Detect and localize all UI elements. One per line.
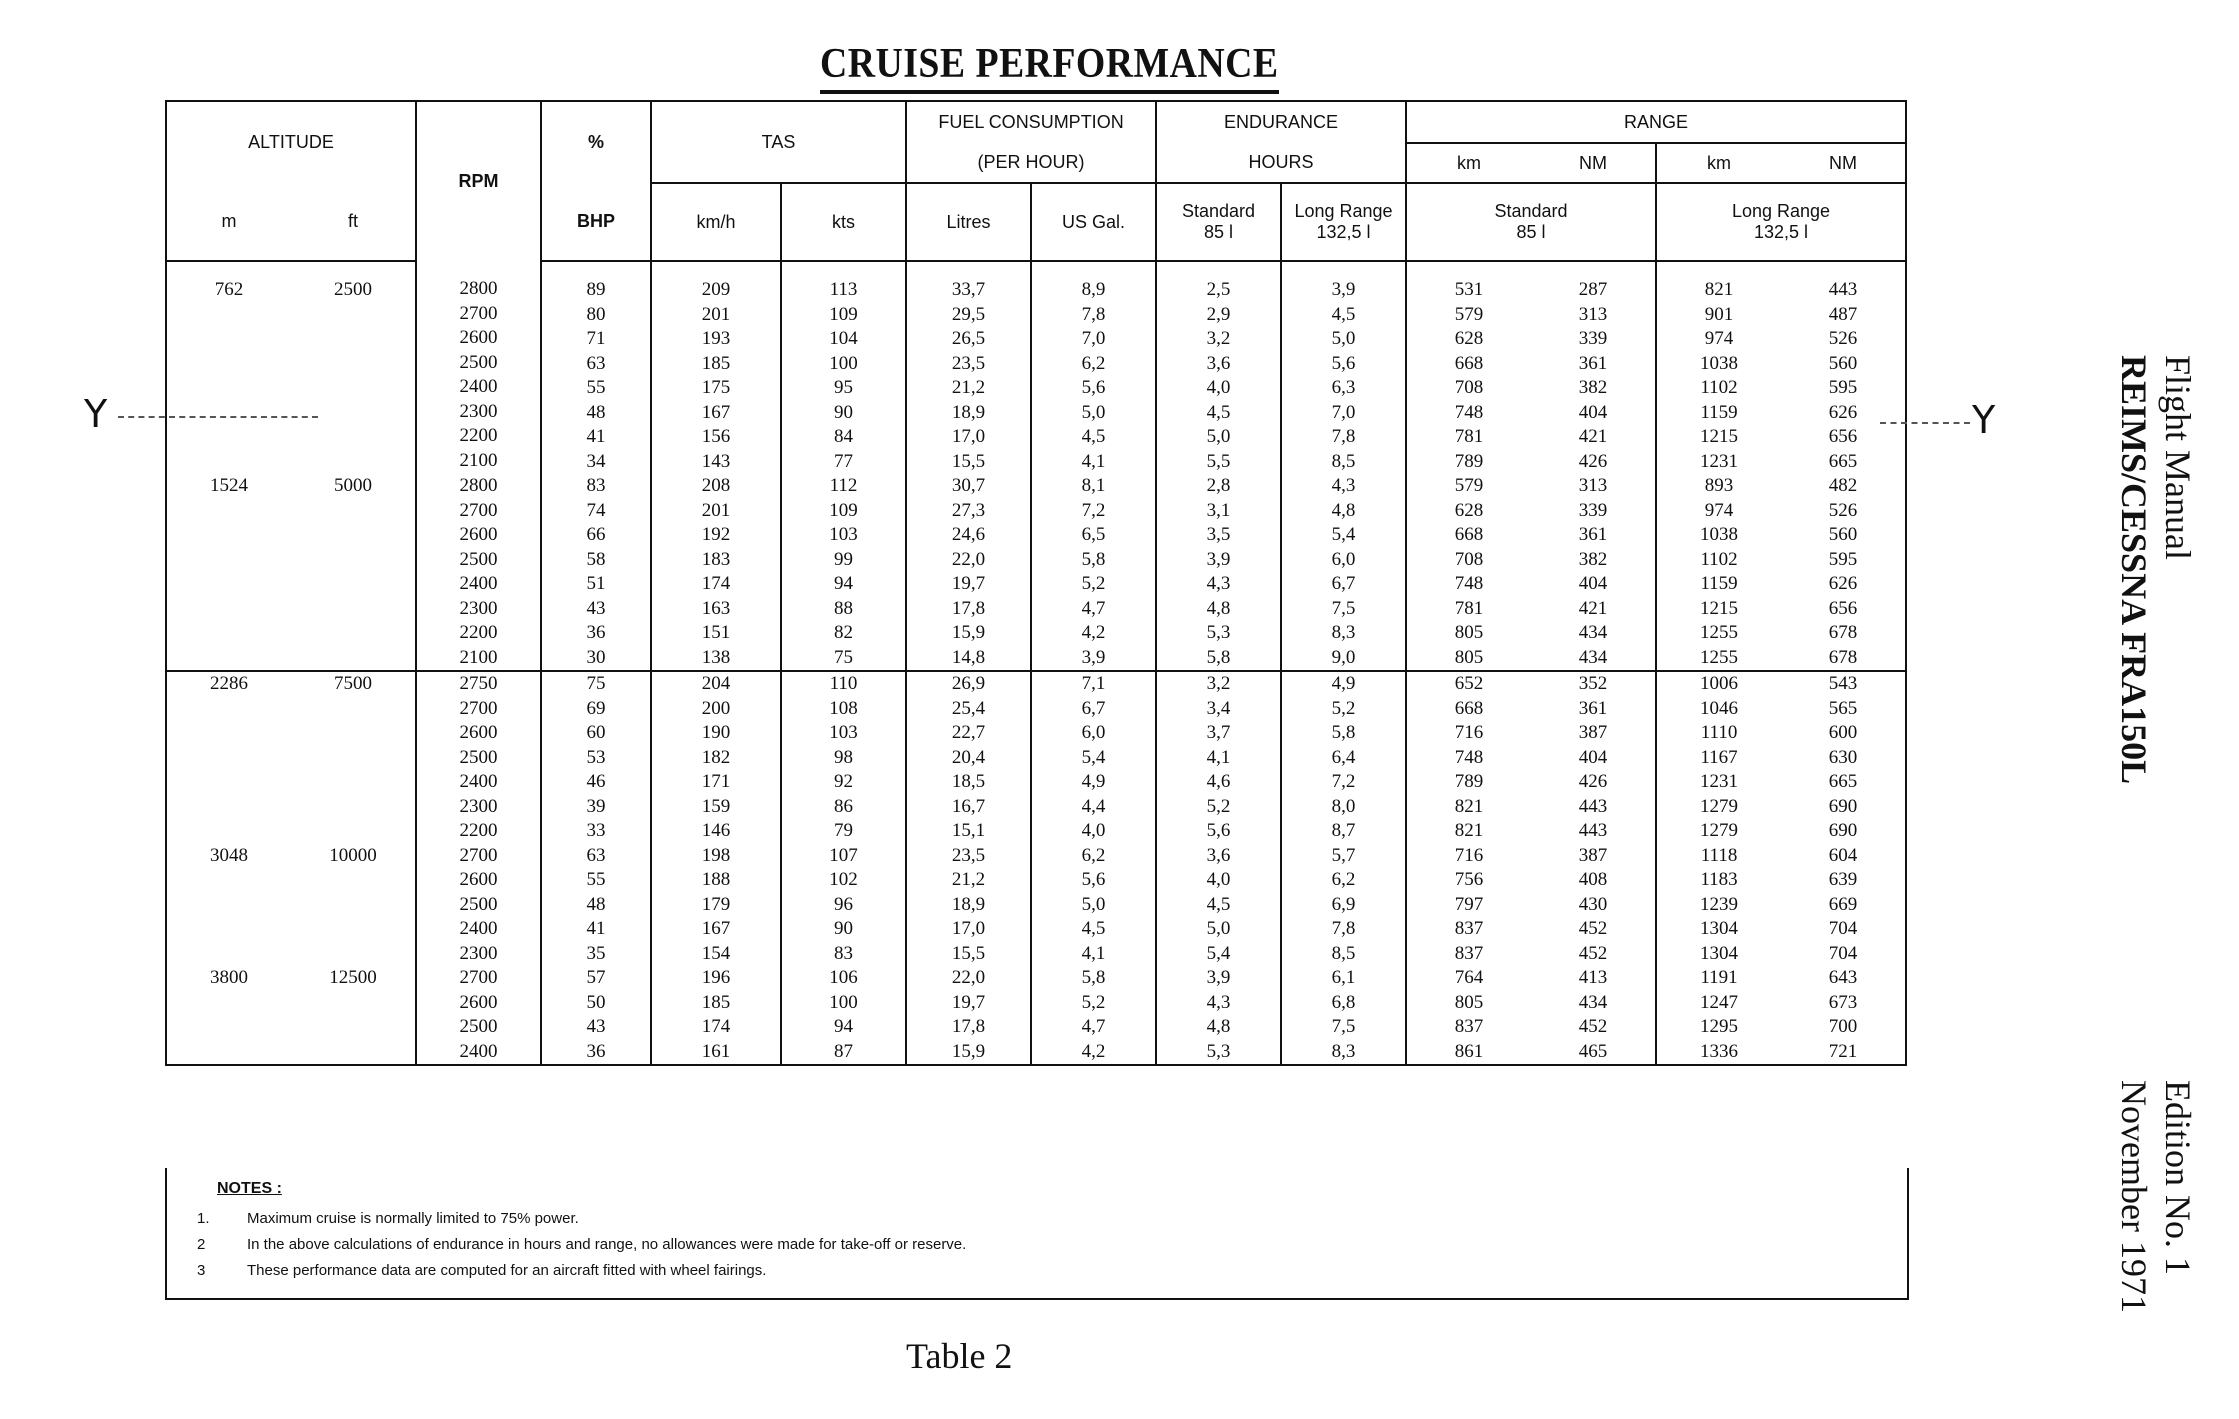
notes-section: [165, 1168, 1909, 1300]
header-range-longrange-cap: 132,5 l: [1754, 222, 1809, 242]
fold-line-left: [118, 416, 318, 418]
fuel-usgal-values: 6,2 5,6 5,0 4,5 4,1: [1031, 844, 1156, 967]
side-manual: Flight Manual: [2158, 355, 2198, 560]
tas-kmh-values: 198 188 179 167 154: [651, 844, 781, 967]
table-body: [166, 261, 1906, 1065]
tas-kts-values: 107 102 96 90 83: [781, 844, 906, 967]
page-title: CRUISE PERFORMANCE: [820, 40, 1279, 94]
side-date: November 1971: [2114, 1080, 2154, 1313]
note-number: 1.: [197, 1210, 210, 1227]
altitude-ft: 7500: [291, 671, 416, 844]
side-edition-block: [2112, 1080, 2200, 1313]
range-longrange-km-values: 821 901 974 1038 1102 1159 1215 1231: [1700, 279, 1739, 472]
tas-kmh-values: 204 200 190 182 171 159 146: [651, 671, 781, 844]
range-longrange-km-values: 1191 1247 1295 1336: [1700, 967, 1739, 1062]
bhp-values: 57 50 43 36: [541, 966, 651, 1065]
bhp-values: 75 69 60 53 46 39 33: [541, 671, 651, 844]
header-hours: HOURS: [1156, 143, 1406, 183]
altitude-m: 1524: [210, 475, 248, 496]
rpm-values: 2700 2600 2500 2400 2300: [416, 844, 541, 967]
note-number: 2: [197, 1236, 206, 1253]
header-end-longrange-label: Long Range: [1294, 201, 1393, 221]
range-standard-nm-values: 313 339 361 382 404 421 434 434: [1531, 474, 1656, 671]
header-end-longrange-cap: 132,5 l: [1316, 222, 1371, 242]
rpm-values: 2700 2600 2500 2400: [416, 966, 541, 1065]
range-longrange-nm-values: 643 673 700 721: [1828, 967, 1858, 1062]
bhp-values: 89 80 71 63 55 48 41 34: [541, 261, 651, 474]
side-manual-title: [2112, 355, 2200, 784]
header-fuel: FUEL CONSUMPTION: [906, 101, 1156, 143]
side-edition: Edition No. 1: [2158, 1080, 2198, 1275]
range-standard-nm-values: 387 408 430 452 452: [1531, 844, 1656, 967]
note-text: These performance data are computed for an aircraft fitted with wheel fairings.: [247, 1262, 767, 1279]
header-range-nm-std: NM: [1531, 143, 1656, 183]
header-rpm: RPM: [416, 101, 541, 261]
tas-kmh-values: 196 185 174 161: [651, 966, 781, 1065]
header-range-longrange-label: Long Range: [1731, 201, 1831, 221]
note-text: In the above calculations of endurance in hours and range, no allowances were made for take-off or reserve.: [247, 1236, 967, 1253]
fuel-litres-values: 26,9 25,4 22,7 20,4 18,5 16,7 15,1: [906, 671, 1031, 844]
endurance-standard-values: 3,9 4,3 4,8 5,3: [1156, 966, 1281, 1065]
fuel-usgal-values: 8,1 7,2 6,5 5,8 5,2 4,7 4,2 3,9: [1031, 474, 1156, 671]
header-end-standard-label: Standard: [1181, 201, 1256, 221]
fuel-litres-values: 33,7 29,5 26,5 23,5 21,2 18,9 17,0 15,5: [906, 261, 1031, 474]
header-per-hour: (PER HOUR): [906, 143, 1156, 183]
tas-kts-values: 106 100 94 87: [781, 966, 906, 1065]
tas-kmh-values: 208 201 192 183 174 163 151 138: [651, 474, 781, 671]
header-end-standard-cap: 85 l: [1204, 222, 1234, 242]
range-standard-km-values: 531 579 628 668 708 748 781 789: [1454, 279, 1484, 472]
fuel-litres-values: 30,7 27,3 24,6 22,0 19,7 17,8 15,9 14,8: [906, 474, 1031, 671]
table-row-group: [166, 844, 1906, 967]
fuel-litres-values: 22,0 19,7 17,8 15,9: [906, 966, 1031, 1065]
header-range-standard-label: Standard: [1494, 201, 1568, 221]
range-longrange-km-values: 893 974 1038 1102 1159 1215 1255 1255: [1700, 475, 1739, 668]
table-row-group: [166, 671, 1906, 844]
note-text: Maximum cruise is normally limited to 75% power.: [247, 1210, 579, 1227]
header-kts: kts: [781, 183, 906, 261]
altitude-m: 2286: [210, 673, 248, 694]
note-item: [197, 1210, 1797, 1227]
range-longrange-km-values: 1118 1183 1239 1304 1304: [1700, 844, 1739, 964]
range-standard-km-values: 652 668 716 748 789 821 821: [1454, 673, 1484, 841]
header-m: m: [166, 183, 291, 261]
range-standard-km-values: 579 628 668 708 748 781 805 805: [1454, 475, 1484, 668]
fuel-usgal-values: 8,9 7,8 7,0 6,2 5,6 5,0 4,5 4,1: [1031, 261, 1156, 474]
endurance-longrange-values: 5,7 6,2 6,9 7,8 8,5: [1281, 844, 1406, 967]
header-usgal: US Gal.: [1031, 183, 1156, 261]
range-standard-km-values: 764 805 837 861: [1454, 967, 1484, 1062]
header-kmh: km/h: [651, 183, 781, 261]
tas-kmh-values: 209 201 193 185 175 167 156 143: [651, 261, 781, 474]
altitude-ft: 12500: [291, 966, 416, 1065]
range-standard-nm-values: 413 434 452 465: [1531, 966, 1656, 1065]
rpm-values: 2750 2700 2600 2500 2400 2300 2200: [416, 671, 541, 844]
table-row-group: [166, 474, 1906, 671]
header-range-standard-cap: 85 l: [1516, 222, 1546, 242]
range-longrange-nm-values: 443 487 526 560 595 626 656 665: [1828, 279, 1858, 472]
endurance-longrange-values: 6,1 6,8 7,5 8,3: [1281, 966, 1406, 1065]
header-pct: %: [541, 101, 651, 183]
cruise-performance-table: [165, 100, 1907, 1066]
tas-kts-values: 112 109 103 99 94 88 82 75: [781, 474, 906, 671]
header-range-km-lr: km: [1656, 143, 1781, 183]
altitude-m: 3048: [210, 844, 248, 866]
range-longrange-nm-values: 543 565 600 630 665 690 690: [1828, 673, 1858, 841]
header-end-standard: [1156, 183, 1281, 261]
header-range-km-std: km: [1406, 143, 1531, 183]
header-ft: ft: [291, 183, 416, 261]
note-number: 3: [197, 1262, 206, 1279]
fuel-litres-values: 23,5 21,2 18,9 17,0 15,5: [906, 844, 1031, 967]
fold-mark-left: Y: [84, 392, 108, 436]
tas-kts-values: 110 108 103 98 92 86 79: [781, 671, 906, 844]
altitude-ft: 10000: [291, 844, 416, 967]
header-range: RANGE: [1406, 101, 1906, 143]
header-range-standard: [1406, 183, 1656, 261]
range-standard-km-values: 716 756 797 837 837: [1454, 844, 1484, 964]
notes-title: NOTES :: [217, 1180, 282, 1197]
note-item: [197, 1262, 1797, 1279]
header-bhp: BHP: [541, 183, 651, 261]
bhp-values: 63 55 48 41 35: [541, 844, 651, 967]
header-end-longrange: [1281, 183, 1406, 261]
note-item: [197, 1236, 1797, 1253]
endurance-standard-values: 2,8 3,1 3,5 3,9 4,3 4,8 5,3 5,8: [1156, 474, 1281, 671]
table-row-group: [166, 966, 1906, 1065]
altitude-m: 3800: [210, 967, 248, 988]
table-caption: Table 2: [906, 1336, 1013, 1376]
altitude-ft: 2500: [291, 261, 416, 474]
rpm-values: 2800 2700 2600 2500 2400 2300 2200 2100: [416, 261, 541, 474]
header-tas: TAS: [651, 101, 906, 183]
endurance-longrange-values: 4,9 5,2 5,8 6,4 7,2 8,0 8,7: [1281, 671, 1406, 844]
endurance-longrange-values: 3,9 4,5 5,0 5,6 6,3 7,0 7,8 8,5: [1281, 261, 1406, 474]
bhp-values: 83 74 66 58 51 43 36 30: [541, 474, 651, 671]
side-model: REIMS/CESSNA FRA150L: [2114, 355, 2154, 785]
range-longrange-km-values: 1006 1046 1110 1167 1231 1279 1279: [1700, 673, 1739, 841]
rpm-values: 2800 2700 2600 2500 2400 2300 2200 2100: [416, 474, 541, 671]
header-altitude: ALTITUDE: [166, 101, 416, 183]
endurance-standard-values: 2,5 2,9 3,2 3,6 4,0 4,5 5,0 5,5: [1156, 261, 1281, 474]
range-standard-nm-values: 352 361 387 404 426 443 443: [1531, 671, 1656, 844]
fold-mark-right: Y: [1972, 398, 1996, 442]
fuel-usgal-values: 7,1 6,7 6,0 5,4 4,9 4,4 4,0: [1031, 671, 1156, 844]
altitude-m: 762: [214, 279, 244, 300]
endurance-standard-values: 3,2 3,4 3,7 4,1 4,6 5,2 5,6: [1156, 671, 1281, 844]
header-litres: Litres: [906, 183, 1031, 261]
endurance-standard-values: 3,6 4,0 4,5 5,0 5,4: [1156, 844, 1281, 967]
fold-line-right: [1880, 422, 1970, 424]
altitude-ft: 5000: [291, 474, 416, 671]
range-longrange-nm-values: 604 639 669 704 704: [1828, 844, 1858, 964]
range-longrange-nm-values: 482 526 560 595 626 656 678 678: [1828, 475, 1858, 668]
header-range-longrange: [1656, 183, 1906, 261]
tas-kts-values: 113 109 104 100 95 90 84 77: [781, 261, 906, 474]
header-range-nm-lr: NM: [1781, 143, 1906, 183]
range-standard-nm-values: 287 313 339 361 382 404 421 426: [1531, 261, 1656, 474]
header-endurance: ENDURANCE: [1156, 101, 1406, 143]
endurance-longrange-values: 4,3 4,8 5,4 6,0 6,7 7,5 8,3 9,0: [1281, 474, 1406, 671]
table-row-group: [166, 261, 1906, 474]
fuel-usgal-values: 5,8 5,2 4,7 4,2: [1031, 966, 1156, 1065]
